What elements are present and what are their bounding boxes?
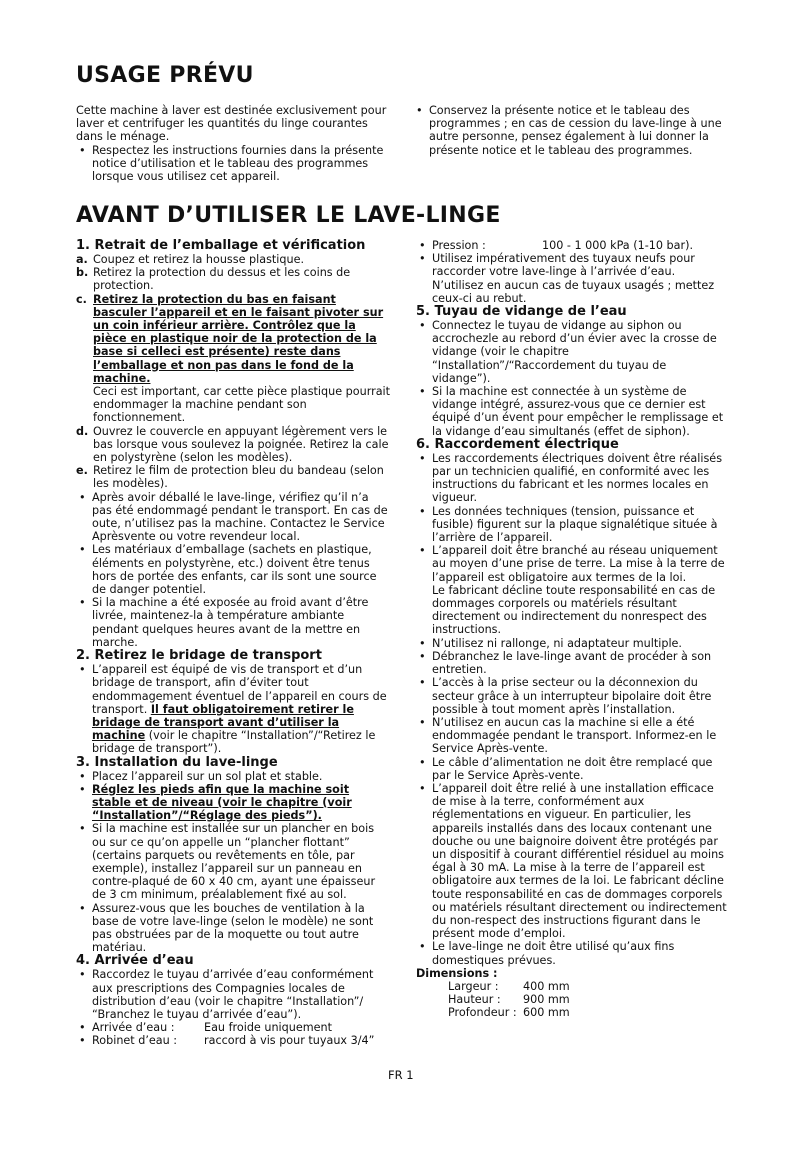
usage-bullet-keep-manual: • Conservez la présente notice et le tableau des programmes ; en cas de cession du lave-linge à une autre personne, pensez également à lui donner la présente notice et le tableau des programmes. [413, 104, 728, 157]
water-supply-bullet: • Arrivée d’eau : Eau froide uniquement [76, 1021, 391, 1034]
step-c: c. Retirez la protection du bas en faisant basculer l’appareil et en le faisant pivoter sur un coin inférieur arrière. Contrôlez que la pièce en plastique noir de la protection de la base si celleci est présente) reste dans l’emballage et non pas dans le fond de la machine. Ceci est important, car cette pièce plastique pourrait endommager la machine pendant son fonctionnement. [76, 292, 391, 425]
cold-exposure-bullet: • Si la machine a été exposée au froid avant d’être livrée, maintenez-la à température ambiante pendant quelques heures avant de la mettre en marche. [76, 596, 391, 649]
usage-title: USAGE PRÉVU [76, 63, 254, 88]
earthing-bullet: • L’appareil doit être branché au réseau uniquement au moyen d’une prise de terre. La mise à la terre de l’appareil est obligatoire aux termes de la loi. [416, 544, 728, 584]
step-a: a. Coupez et retirez la housse plastique. [76, 253, 305, 266]
pressure-bullet: • Pression : 100 - 1 000 kPa (1-10 bar). [416, 239, 728, 252]
earth-installation-bullet: • L’appareil doit être relié à une installation efficace de mise à la terre, conformément aux réglementations en vigueur. En particulier, les appareils installés dans des locaux contenant une douche ou une baignoire doivent être protégés par un dispositif à courant différentiel résiduel au moins égal à 30 mA. La mise à la terre de l’appareil est obligatoire aux termes de la loi. Le fabricant décline toute responsabilité en cas de dommages corporels ou matériels résultant directement ou indirectement du non-respect des instructions figurant dans le présent mode d’emploi. [416, 782, 728, 940]
section-3-heading: 3. Installation du lave-linge [76, 754, 278, 770]
socket-access-bullet: • L’accès à la prise secteur ou la déconnexion du secteur grâce à un interrupteur bipolaire doit être possible à tout moment après l’installation. [416, 676, 728, 716]
unplug-bullet: • Débranchez le lave-linge avant de procéder à son entretien. [416, 650, 728, 676]
ventilation-bullet: • Assurez-vous que les bouches de ventilation à la base de votre lave-linge (selon le modèle) ne sont pas obstruées par de la moquette ou tout autre matériau. [76, 902, 391, 955]
integrated-drain-bullet: • Si la machine est connectée à un système de vidange intégré, assurez-vous que ce dernier est équipé d’un évent pour empêcher le remplissage et la vidange d’eau simultanés (effet de siphon). [416, 385, 728, 438]
new-hoses-bullet: • Utilisez impérativement des tuyaux neufs pour raccorder votre lave-linge à l’arrivée d’eau. N’utilisez en aucun cas de tuyaux usagés ; mettez ceux-ci au rebut. [416, 252, 728, 305]
usage-left-column [76, 104, 391, 183]
drain-hose-bullet: • Connectez le tuyau de vidange au siphon ou accrochezle au rebord d’un évier avec la crosse de vidange (voir le chapitre “Installation”/“Raccordement du tuyau de vidange”). [416, 319, 728, 385]
dimension-row-depth: Profondeur : 600 mm [448, 1006, 570, 1020]
avant-left-column [76, 239, 391, 1048]
flat-floor-bullet: • Placez l’appareil sur un sol plat et stable. [76, 770, 391, 783]
wood-floor-bullet: • Si la machine est installée sur un plancher en bois ou sur ce qu’on appelle un “plancher flottant” (certains parquets ou revêtements en tôle, par exemple), installez l’appareil sur un panneau en contre-plaqué de 60 x 40 cm, ayant une épaisseur de 3 cm minimum, préalablement fixé au sol. [76, 822, 391, 901]
dimension-row-height: Hauteur : 900 mm [448, 993, 570, 1007]
dimension-row-width: Largeur : 400 mm [448, 979, 570, 993]
unpack-check-bullet: • Après avoir déballé le lave-linge, vérifiez qu’il n’a pas été endommagé pendant le transport. En cas de oute, n’utilisez pas la machine. Contactez le Service Aprèsvente ou votre revendeur local. [76, 491, 391, 544]
usage-bullet-instructions: • Respectez les instructions fournies dans la présente notice d’utilisation et le tableau des programmes lorsque vous utilisez cet appareil. [76, 144, 391, 184]
tech-data-bullet: • Les données techniques (tension, puissance et fusible) figurent sur la plaque signalétique située à l’arrière de l’appareil. [416, 505, 728, 545]
domestic-use-bullet: • Le lave-linge ne doit être utilisé qu’aux fins domestiques prévues. [416, 940, 728, 966]
section-6-heading: 6. Raccordement électrique [416, 436, 619, 452]
avant-title: AVANT D’UTILISER LE LAVE-LINGE [76, 203, 501, 228]
step-d: d. Ouvrez le couvercle en appuyant légèrement vers le bas lorsque vous soulevez la poignée. Retirez la cale en polystyrène (selon les modèles). [76, 424, 389, 465]
inlet-hose-bullet: • Raccordez le tuyau d’arrivée d’eau conformément aux prescriptions des Compagnies locales de distribution d’eau (voir le chapitre “Installation”/ “Branchez le tuyau d’arrivée d’eau”). [76, 968, 391, 1021]
section-1-heading: 1. Retrait de l’emballage et vérification [76, 238, 366, 253]
dimensions-heading: Dimensions : [416, 966, 498, 980]
usage-right-column [413, 104, 728, 157]
section-4-heading: 4. Arrivée d’eau [76, 953, 194, 969]
step-b: b. Retirez la protection du dessus et les coins de protection. [76, 266, 351, 293]
step-e: e. Retirez le film de protection bleu du bandeau (selon les modèles). [76, 464, 384, 491]
section-5-heading: 5. Tuyau de vidange de l’eau [416, 304, 627, 320]
usage-intro: Cette machine à laver est destinée exclusivement pour laver et centrifuger les quantités du linge courantes dans le ménage. [76, 104, 387, 144]
section-2-heading: 2. Retirez le bridage de transport [76, 648, 322, 664]
qualified-tech-bullet: • Les raccordements électriques doivent être réalisés par un technicien qualifié, en conformité avec les instructions du fabricant et les normes locales en vigueur. [416, 452, 728, 505]
packaging-bullet: • Les matériaux d’emballage (sachets en plastique, éléments en polystyrène, etc.) doivent être tenus hors de portée des enfants, car ils sont une source de danger potentiel. [76, 543, 391, 596]
transport-bullet: • L’appareil est équipé de vis de transport et d’un bridage de transport, afin d’éviter tout endommagement éventuel de l’appareil en cours de transport. Il faut obligatoirement retirer le bridage de transport avant d’utiliser la machine (voir le chapitre “Installation”/“Retirez le bridage de transport”). [76, 663, 391, 755]
tap-bullet: • Robinet d’eau : raccord à vis pour tuyaux 3/4” [76, 1034, 391, 1047]
page-footer: FR 1 [388, 1068, 414, 1082]
power-cable-bullet: • Le câble d’alimentation ne doit être remplacé que par le Service Après-vente. [416, 756, 728, 782]
feet-bullet: • Réglez les pieds afin que la machine soit stable et de niveau (voir le chapitre (voir “Installation”/“Réglage des pieds”). [76, 783, 391, 823]
avant-right-column [416, 239, 728, 1020]
damaged-bullet: • N’utilisez en aucun cas la machine si elle a été endommagée pendant le transport. Informez-en le Service Après-vente. [416, 716, 728, 756]
liability-note: Le fabricant décline toute responsabilité en cas de dommages corporels ou matériels résultant directement ou indirectement du nonrespect des instructions. [432, 583, 716, 637]
no-extension-bullet: • N’utilisez ni rallonge, ni adaptateur multiple. [416, 637, 728, 650]
